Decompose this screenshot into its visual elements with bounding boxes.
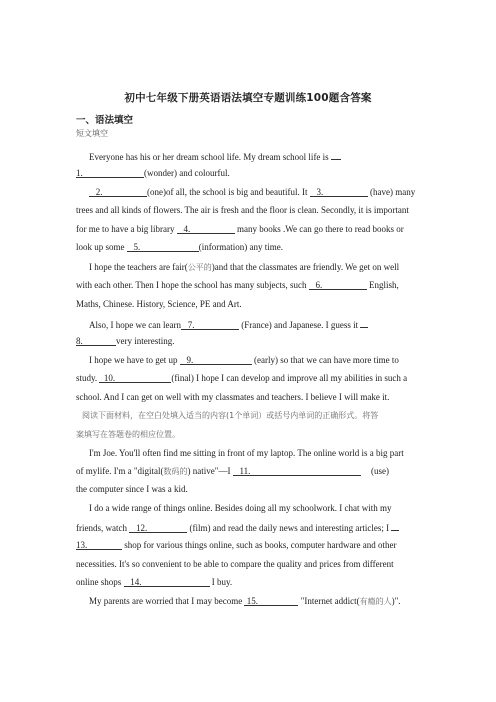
answer-blank-4[interactable]: 4. [177, 224, 235, 234]
answer-blank[interactable] [391, 521, 399, 531]
answer-blank-2[interactable]: 2. [89, 187, 147, 197]
p1-line: with each other. Then I hope the school has many subjects, such 6. English, [76, 280, 399, 290]
p2-line: of mylife. I'm a "digital(数码的) native"—I 11. (use) [76, 466, 389, 476]
answer-blank-7[interactable]: 7. [181, 320, 239, 330]
answer-blank-9[interactable]: 9. [180, 355, 252, 365]
p1-line: for me to have a big library 4. many books .We can go there to read books or [76, 224, 404, 234]
answer-blank-11[interactable]: 11. [233, 466, 361, 476]
p2-line: necessities. It's so convenient to be able to compare the quality and prices from different [76, 559, 394, 569]
p1-line: look up some 5. (information) any time. [76, 242, 283, 252]
p2-line: I do a wide range of things online. Besides doing all my schoolwork. I chat with my [89, 503, 392, 513]
p2-line: friends, watch 12. (film) and read the daily news and interesting articles; I [76, 521, 426, 534]
section-heading: 一、语法填空 [76, 115, 134, 126]
answer-blank-14[interactable]: 14. [124, 577, 210, 587]
p1-line: 8. very interesting. [76, 336, 175, 346]
document-title: 初中七年级下册英语语法填空专题训练100题含答案 [124, 92, 372, 104]
p2-line: online shops 14. I buy. [76, 577, 233, 587]
instruction-line: 案填写在答题卷的相应位置。 [76, 430, 180, 439]
p1-line: Everyone has his or her dream school life. My dream school life is [89, 150, 439, 163]
p1-line: 2. (one)of all, the school is big and beautiful. It 3. (have) many [89, 187, 439, 198]
answer-blank-3[interactable]: 3. [310, 187, 368, 197]
answer-blank-10[interactable]: 10. [99, 373, 171, 383]
p2-line: My parents are worried that I may become 15. "Internet addict(有瘾的人)". [89, 596, 401, 606]
answer-blank-12[interactable]: 12. [129, 523, 187, 533]
p1-line: I hope the teachers are fair(公平的)and that the classmates are friendly. We get on well [89, 262, 400, 272]
instruction-line: 阅读下面材料，在空白处填入适当的内容(1个单词）或括号内单词的正确形式。将答 [82, 411, 379, 420]
answer-blank-6[interactable]: 6. [309, 280, 367, 290]
p1-line: school. And I can get on well with my classmates and teachers. I believe I will make it. [76, 392, 390, 402]
answer-blank-13[interactable]: 13. [76, 540, 122, 550]
p1-line: 1. (wonder) and colourful. [76, 168, 230, 178]
p2-line: the computer since I was a kid. [76, 484, 188, 494]
answer-blank[interactable] [360, 318, 368, 328]
p1-line: Maths, Chinese. History, Science, PE and Art. [76, 299, 242, 309]
p2-line: I'm Joe. You'll often find me sitting in front of my laptop. The online world is a big part [89, 448, 404, 458]
p2-line: 13. shop for various things online, such as books, computer hardware and other [76, 540, 397, 550]
answer-blank-8[interactable]: 8. [76, 336, 116, 346]
answer-blank[interactable] [331, 150, 341, 160]
answer-blank-15[interactable]: 15. [244, 596, 298, 606]
p1-line: study. 10. (final) I hope I can develop and improve all my abilities in such a [76, 373, 408, 383]
p1-line: trees and all kinds of flowers. The air is fresh and the floor is clean. Secondly, it is important [76, 205, 409, 215]
answer-blank-1[interactable]: 1. [76, 168, 144, 178]
p1-line: I hope we have to get up 9. (early) so that we can have more time to [89, 355, 399, 365]
p1-line: Also, I hope we can learn 7. (France) and Japanese. I guess it [89, 318, 439, 331]
answer-blank-5[interactable]: 5. [127, 242, 199, 252]
section-subtitle: 短文填空 [76, 129, 108, 138]
